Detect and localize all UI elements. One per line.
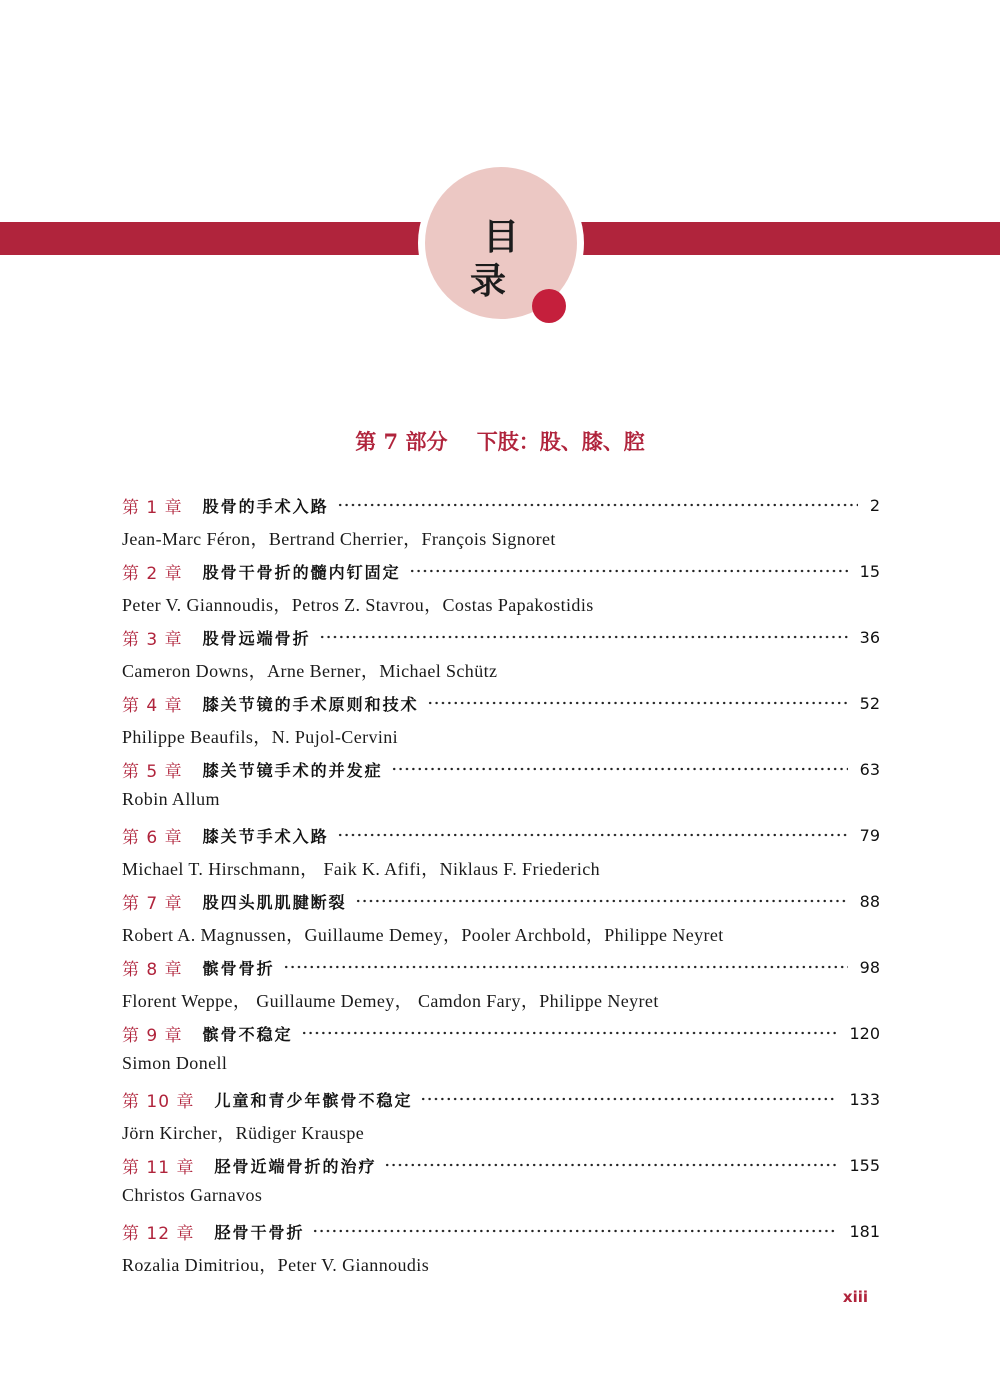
section-title: 第 7 部分 下肢：股、膝、腔	[355, 429, 645, 454]
chapter-page-number: 133	[849, 1089, 880, 1109]
chapter-page-number: 155	[849, 1155, 880, 1175]
chapter-title: 膝关节镜的手术原则和技术	[202, 694, 419, 714]
toc-entry[interactable]	[122, 885, 880, 951]
chapter-number: 第 7 章	[122, 893, 183, 914]
chapter-number: 第 5 章	[122, 761, 183, 782]
toc-entry[interactable]	[122, 753, 880, 819]
toc-entry-row[interactable]	[122, 687, 880, 719]
dot-leader	[427, 700, 848, 706]
chapter-authors: Philippe Beaufils，N. Pujol-Cervini	[122, 727, 399, 747]
toc-entry-row[interactable]	[122, 1149, 880, 1181]
chapter-page-number: 98	[859, 957, 880, 977]
chapter-title: 髌骨骨折	[202, 958, 275, 978]
toc-entry-row[interactable]	[122, 951, 880, 983]
chapter-title: 股四头肌肌腱断裂	[202, 892, 347, 912]
chapter-page-number: 15	[859, 561, 880, 581]
dot-leader	[337, 832, 848, 838]
chapter-number: 第 10 章	[122, 1091, 195, 1112]
toc-entry[interactable]	[122, 819, 880, 885]
chapter-title: 股骨干骨折的髓内钉固定	[202, 562, 401, 582]
chapter-authors: Michael T. Hirschmann， Faik K. Afifi，Niklaus F. Friederich	[122, 859, 601, 879]
toc-entry-row[interactable]	[122, 1215, 880, 1247]
chapter-authors: Jean-Marc Féron，Bertrand Cherrier，François Signoret	[122, 529, 556, 549]
dot-leader	[409, 568, 848, 574]
toc-entry-row[interactable]	[122, 489, 880, 521]
toc-entry-row[interactable]	[122, 555, 880, 587]
page-number: xiii	[842, 1288, 868, 1306]
chapter-page-number: 36	[859, 627, 880, 647]
chapter-authors: Florent Weppe， Guillaume Demey， Camdon Fary，Philippe Neyret	[122, 991, 659, 1011]
dot-leader	[391, 766, 848, 772]
dot-leader	[384, 1162, 837, 1168]
chapter-authors: Peter V. Giannoudis，Petros Z. Stavrou，Costas Papakostidis	[122, 595, 594, 615]
chapter-number: 第 9 章	[122, 1025, 183, 1046]
toc-entry[interactable]	[122, 1215, 880, 1281]
chapter-authors: Christos Garnavos	[122, 1185, 263, 1205]
toc-entry[interactable]	[122, 621, 880, 687]
chapter-authors: Robin Allum	[122, 789, 220, 809]
dot-leader	[355, 898, 848, 904]
toc-entry[interactable]	[122, 951, 880, 1017]
chapter-authors: Cameron Downs，Arne Berner，Michael Schütz	[122, 661, 498, 681]
toc-entry-row[interactable]	[122, 1017, 880, 1049]
dot-leader	[301, 1030, 838, 1036]
chapter-page-number: 88	[859, 891, 880, 911]
chapter-title: 儿童和青少年髌骨不稳定	[214, 1090, 413, 1110]
dot-leader	[337, 502, 858, 508]
dot-leader	[420, 1096, 837, 1102]
chapter-authors: Jörn Kircher，Rüdiger Krauspe	[122, 1123, 365, 1143]
chapter-page-number: 79	[859, 825, 880, 845]
toc-entry-row[interactable]	[122, 819, 880, 851]
chapter-title: 膝关节手术入路	[202, 826, 329, 846]
chapter-page-number: 52	[859, 693, 880, 713]
toc-entry-row[interactable]	[122, 753, 880, 785]
chapter-number: 第 6 章	[122, 827, 183, 848]
chapter-number: 第 1 章	[122, 497, 183, 518]
chapter-title: 胫骨干骨折	[214, 1222, 305, 1242]
chapter-number: 第 8 章	[122, 959, 183, 980]
table-of-contents	[122, 489, 880, 1281]
chapter-title: 髌骨不稳定	[202, 1024, 293, 1044]
chapter-title: 胫骨近端骨折的治疗	[214, 1156, 377, 1176]
toc-entry[interactable]	[122, 489, 880, 555]
chapter-title: 膝关节镜手术的并发症	[202, 760, 383, 780]
toc-entry[interactable]	[122, 1017, 880, 1083]
toc-entry[interactable]	[122, 555, 880, 621]
chapter-number: 第 2 章	[122, 563, 183, 584]
chapter-number: 第 12 章	[122, 1223, 195, 1244]
chapter-page-number: 120	[849, 1023, 880, 1043]
page-title: 目 录	[469, 217, 545, 302]
chapter-number: 第 4 章	[122, 695, 183, 716]
dot-leader	[319, 634, 848, 640]
chapter-page-number: 63	[859, 759, 880, 779]
toc-entry[interactable]	[122, 1083, 880, 1149]
toc-entry[interactable]	[122, 687, 880, 753]
chapter-page-number: 181	[849, 1221, 880, 1241]
dot-leader	[312, 1228, 837, 1234]
dot-leader	[283, 964, 848, 970]
chapter-authors: Robert A. Magnussen，Guillaume Demey，Pooler Archbold，Philippe Neyret	[122, 925, 724, 945]
chapter-number: 第 11 章	[122, 1157, 195, 1178]
toc-entry-row[interactable]	[122, 885, 880, 917]
chapter-authors: Simon Donell	[122, 1053, 228, 1073]
toc-entry-row[interactable]	[122, 1083, 880, 1115]
toc-entry-row[interactable]	[122, 621, 880, 653]
toc-entry[interactable]	[122, 1149, 880, 1215]
chapter-title: 股骨的手术入路	[202, 496, 329, 516]
chapter-page-number: 2	[869, 495, 880, 515]
chapter-authors: Rozalia Dimitriou，Peter V. Giannoudis	[122, 1255, 430, 1275]
chapter-number: 第 3 章	[122, 629, 183, 650]
chapter-title: 股骨远端骨折	[202, 628, 311, 648]
